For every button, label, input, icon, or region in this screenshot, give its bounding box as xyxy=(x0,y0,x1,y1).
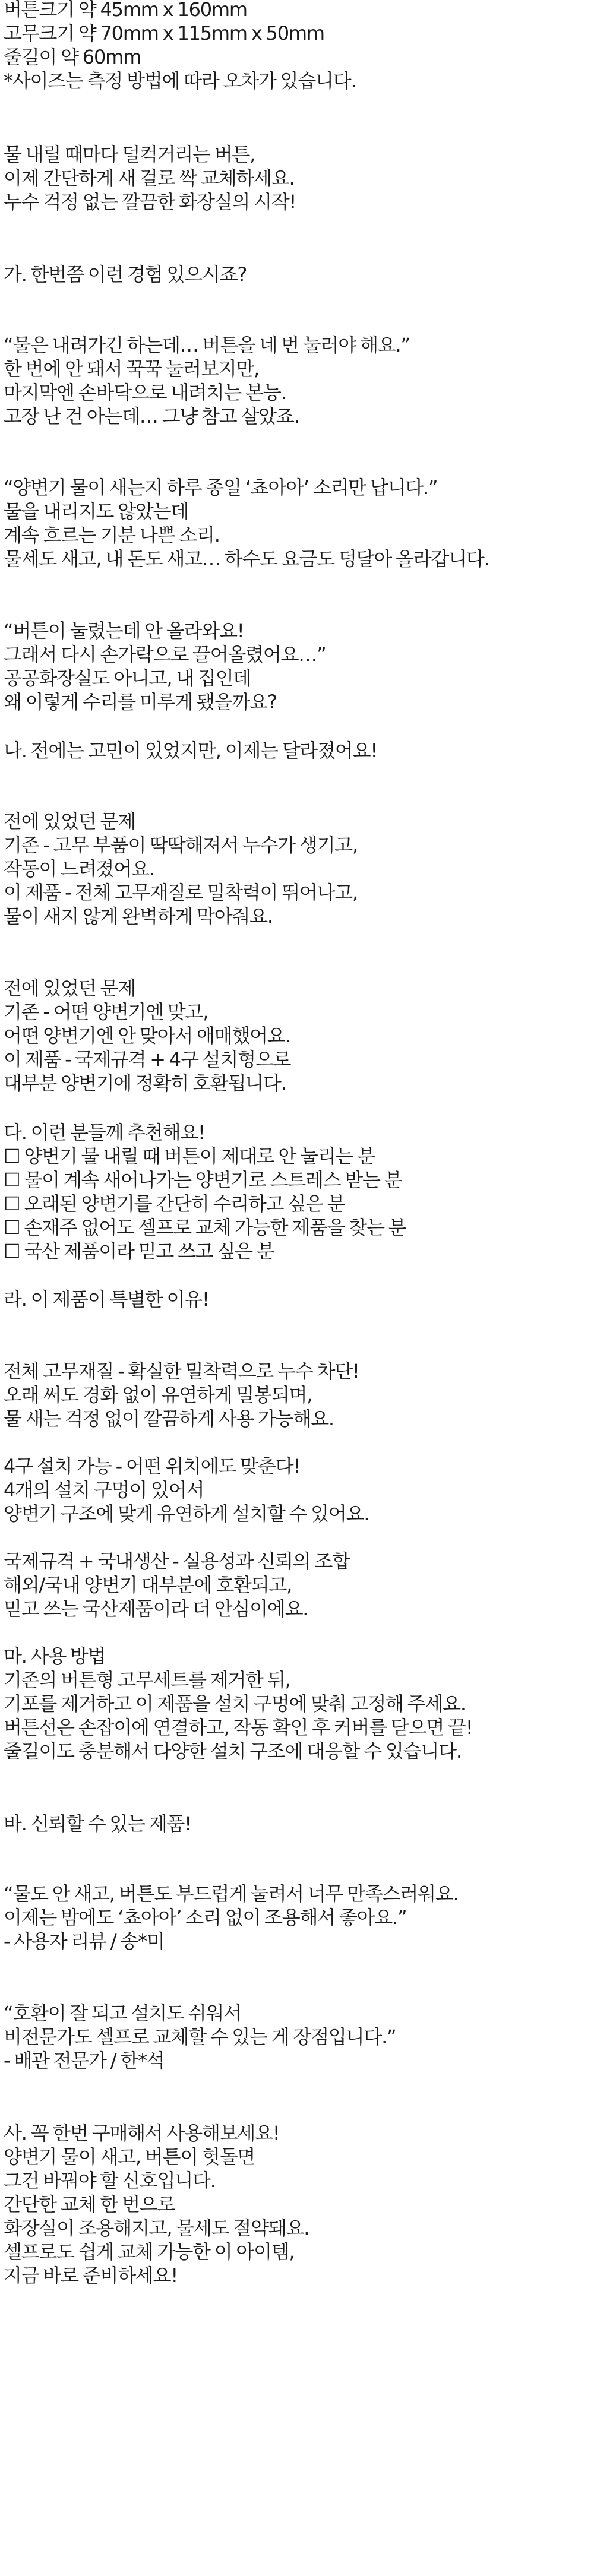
reason-line: 4구 설치 가능 - 어떤 위치에도 맞춘다! xyxy=(4,1455,300,1477)
section-ga-title: 가. 한번쯤 이런 경험 있으시죠? xyxy=(4,263,247,286)
intro-line: 이제 간단하게 새 걸로 싹 교체하세요. xyxy=(4,167,295,189)
review-author: - 배관 전문가 / 한*석 xyxy=(4,2049,165,2072)
quote-line: 한 번에 안 돼서 꾹꾹 눌러보지만, xyxy=(4,357,260,380)
usage-line: 기존의 버튼형 고무세트를 제거한 뒤, xyxy=(4,1669,290,1691)
intro-line: 물 내릴 때마다 덜컥거리는 버튼, xyxy=(4,143,255,166)
quote-line: 고장 난 건 아는데… 그냥 참고 살았죠. xyxy=(4,405,299,428)
section-na-title: 나. 전에는 고민이 있었지만, 이제는 달라졌어요! xyxy=(4,739,377,762)
ga-quote-2 xyxy=(4,478,489,573)
checklist-item: ☐ 양변기 물 내릴 때 버튼이 제대로 안 눌리는 분 xyxy=(4,1145,375,1167)
usage-line: 버튼선은 손잡이에 연결하고, 작동 확인 후 커버를 닫으면 끝! xyxy=(4,1716,473,1739)
closing-line: 화장실이 조용해지고, 물세도 절약돼요. xyxy=(4,2217,309,2239)
section-da-title: 다. 이런 분들께 추천해요! xyxy=(4,1121,205,1144)
section-ma xyxy=(4,1647,472,1765)
quote-line: 공공화장실도 아니고, 내 집인데 xyxy=(4,667,251,689)
ra-reason-1 xyxy=(4,1362,359,1433)
problem-line: 이 제품 - 국제규격 + 4구 설치형으로 xyxy=(4,1048,291,1071)
na-problem-2 xyxy=(4,979,290,1097)
problem-line: 물이 새지 않게 완벽하게 막아줘요. xyxy=(4,905,273,928)
review-line: 이제는 밤에도 ‘쵸아아’ 소리 없이 조용해서 좋아요.” xyxy=(4,1906,407,1929)
closing-line: 그건 바꿔야 할 신호입니다. xyxy=(4,2169,216,2192)
reason-line: 오래 써도 경화 없이 유연하게 밀봉되며, xyxy=(4,1384,312,1406)
na-problem-1 xyxy=(4,812,358,931)
section-sa xyxy=(4,2124,309,2290)
section-ra-title: 라. 이 제품이 특별한 이유! xyxy=(4,1288,209,1311)
ga-quote-1 xyxy=(4,336,410,431)
problem-line: 전에 있었던 문제 xyxy=(4,810,135,833)
usage-line: 기포를 제거하고 이 제품을 설치 구멍에 맞춰 고정해 주세요. xyxy=(4,1692,466,1715)
section-ba-title: 바. 신뢰할 수 있는 제품! xyxy=(4,1812,191,1835)
closing-line: 간단한 교체 한 번으로 xyxy=(4,2193,175,2216)
problem-line: 기존 - 고무 부품이 딱딱해져서 누수가 생기고, xyxy=(4,834,358,856)
review-2 xyxy=(4,2004,396,2075)
reason-line: 해외/국내 양변기 대부분에 호환되고, xyxy=(4,1574,292,1596)
ra-reason-3 xyxy=(4,1552,350,1623)
checklist-item: ☐ 물이 계속 새어나가는 양변기로 스트레스 받는 분 xyxy=(4,1169,402,1191)
review-line: 비전문가도 셀프로 교체할 수 있는 게 장점입니다.” xyxy=(4,2026,396,2048)
quote-line: “버튼이 눌렸는데 안 올라와요! xyxy=(4,619,244,642)
section-ma-title: 마. 사용 방법 xyxy=(4,1645,106,1667)
reason-line: 전체 고무재질 - 확실한 밀착력으로 누수 차단! xyxy=(4,1360,359,1382)
review-1 xyxy=(4,1884,459,1955)
review-author: - 사용자 리뷰 / 송*미 xyxy=(4,1930,165,1952)
review-line: “호환이 잘 되고 설치도 쉬워서 xyxy=(4,2002,241,2024)
checklist-item: ☐ 오래된 양변기를 간단히 수리하고 싶은 분 xyxy=(4,1192,345,1215)
section-sa-title: 사. 꼭 한번 구매해서 사용해보세요! xyxy=(4,2122,280,2144)
reason-line: 믿고 쓰는 국산제품이라 더 안심이에요. xyxy=(4,1597,308,1620)
reason-line: 국제규격 + 국내생산 - 실용성과 신뢰의 조합 xyxy=(4,1550,350,1572)
quote-line: “양변기 물이 새는지 하루 종일 ‘쵸아아’ 소리만 납니다.” xyxy=(4,476,438,499)
intro-line: 누수 걱정 없는 깔끔한 화장실의 시작! xyxy=(4,191,296,213)
quote-line: “물은 내려가긴 하는데… 버튼을 네 번 눌러야 해요.” xyxy=(4,334,410,356)
reason-line: 4개의 설치 구멍이 있어서 xyxy=(4,1479,204,1501)
quote-line: 왜 이렇게 수리를 미루게 됐을까요? xyxy=(4,691,277,713)
closing-line: 셀프로도 쉽게 교체 가능한 이 아이템, xyxy=(4,2240,295,2263)
quote-line: 물을 내리지도 않았는데 xyxy=(4,500,189,523)
problem-line: 이 제품 - 전체 고무재질로 밀착력이 뛰어나고, xyxy=(4,881,358,904)
closing-line: 양변기 물이 새고, 버튼이 헛돌면 xyxy=(4,2145,255,2168)
recommend-checklist xyxy=(4,1147,406,1265)
quote-line: 계속 흐르는 기분 나쁜 소리. xyxy=(4,524,220,546)
intro-paragraph xyxy=(4,145,296,216)
spec-list xyxy=(4,0,356,95)
problem-line: 작동이 느려졌어요. xyxy=(4,857,154,880)
ga-quote-3 xyxy=(4,621,326,716)
spec-line: 버튼크기 약 45mm x 160mm xyxy=(4,0,247,21)
usage-line: 줄길이도 충분해서 다양한 설치 구조에 대응할 수 있습니다. xyxy=(4,1740,462,1762)
spec-note: *사이즈는 측정 방법에 따라 오차가 있습니다. xyxy=(4,69,356,92)
reason-line: 물 새는 걱정 없이 깔끔하게 사용 가능해요. xyxy=(4,1407,334,1430)
problem-line: 전에 있었던 문제 xyxy=(4,977,135,999)
closing-line: 지금 바로 준비하세요! xyxy=(4,2264,178,2287)
reason-line: 양변기 구조에 맞게 유연하게 설치할 수 있어요. xyxy=(4,1502,369,1525)
review-line: “물도 안 새고, 버튼도 부드럽게 눌려서 너무 만족스러워요. xyxy=(4,1882,459,1905)
quote-line: 물세도 새고, 내 돈도 새고… 하수도 요금도 덩달아 올라갑니다. xyxy=(4,548,489,570)
problem-line: 어떤 양변기엔 안 맞아서 애매했어요. xyxy=(4,1024,290,1047)
checklist-item: ☐ 국산 제품이라 믿고 쓰고 싶은 분 xyxy=(4,1240,274,1262)
spec-line: 고무크기 약 70mm x 115mm x 50mm xyxy=(4,22,324,45)
problem-line: 기존 - 어떤 양변기엔 맞고, xyxy=(4,1001,208,1023)
quote-line: 그래서 다시 손가락으로 끌어올렸어요…” xyxy=(4,643,326,666)
quote-line: 마지막엔 손바닥으로 내려치는 본능. xyxy=(4,381,286,404)
problem-line: 대부분 양변기에 정확히 호환됩니다. xyxy=(4,1072,286,1094)
ra-reason-2 xyxy=(4,1457,369,1528)
checklist-item: ☐ 손재주 없어도 셀프로 교체 가능한 제품을 찾는 분 xyxy=(4,1216,406,1239)
spec-line: 줄길이 약 60mm xyxy=(4,46,141,68)
